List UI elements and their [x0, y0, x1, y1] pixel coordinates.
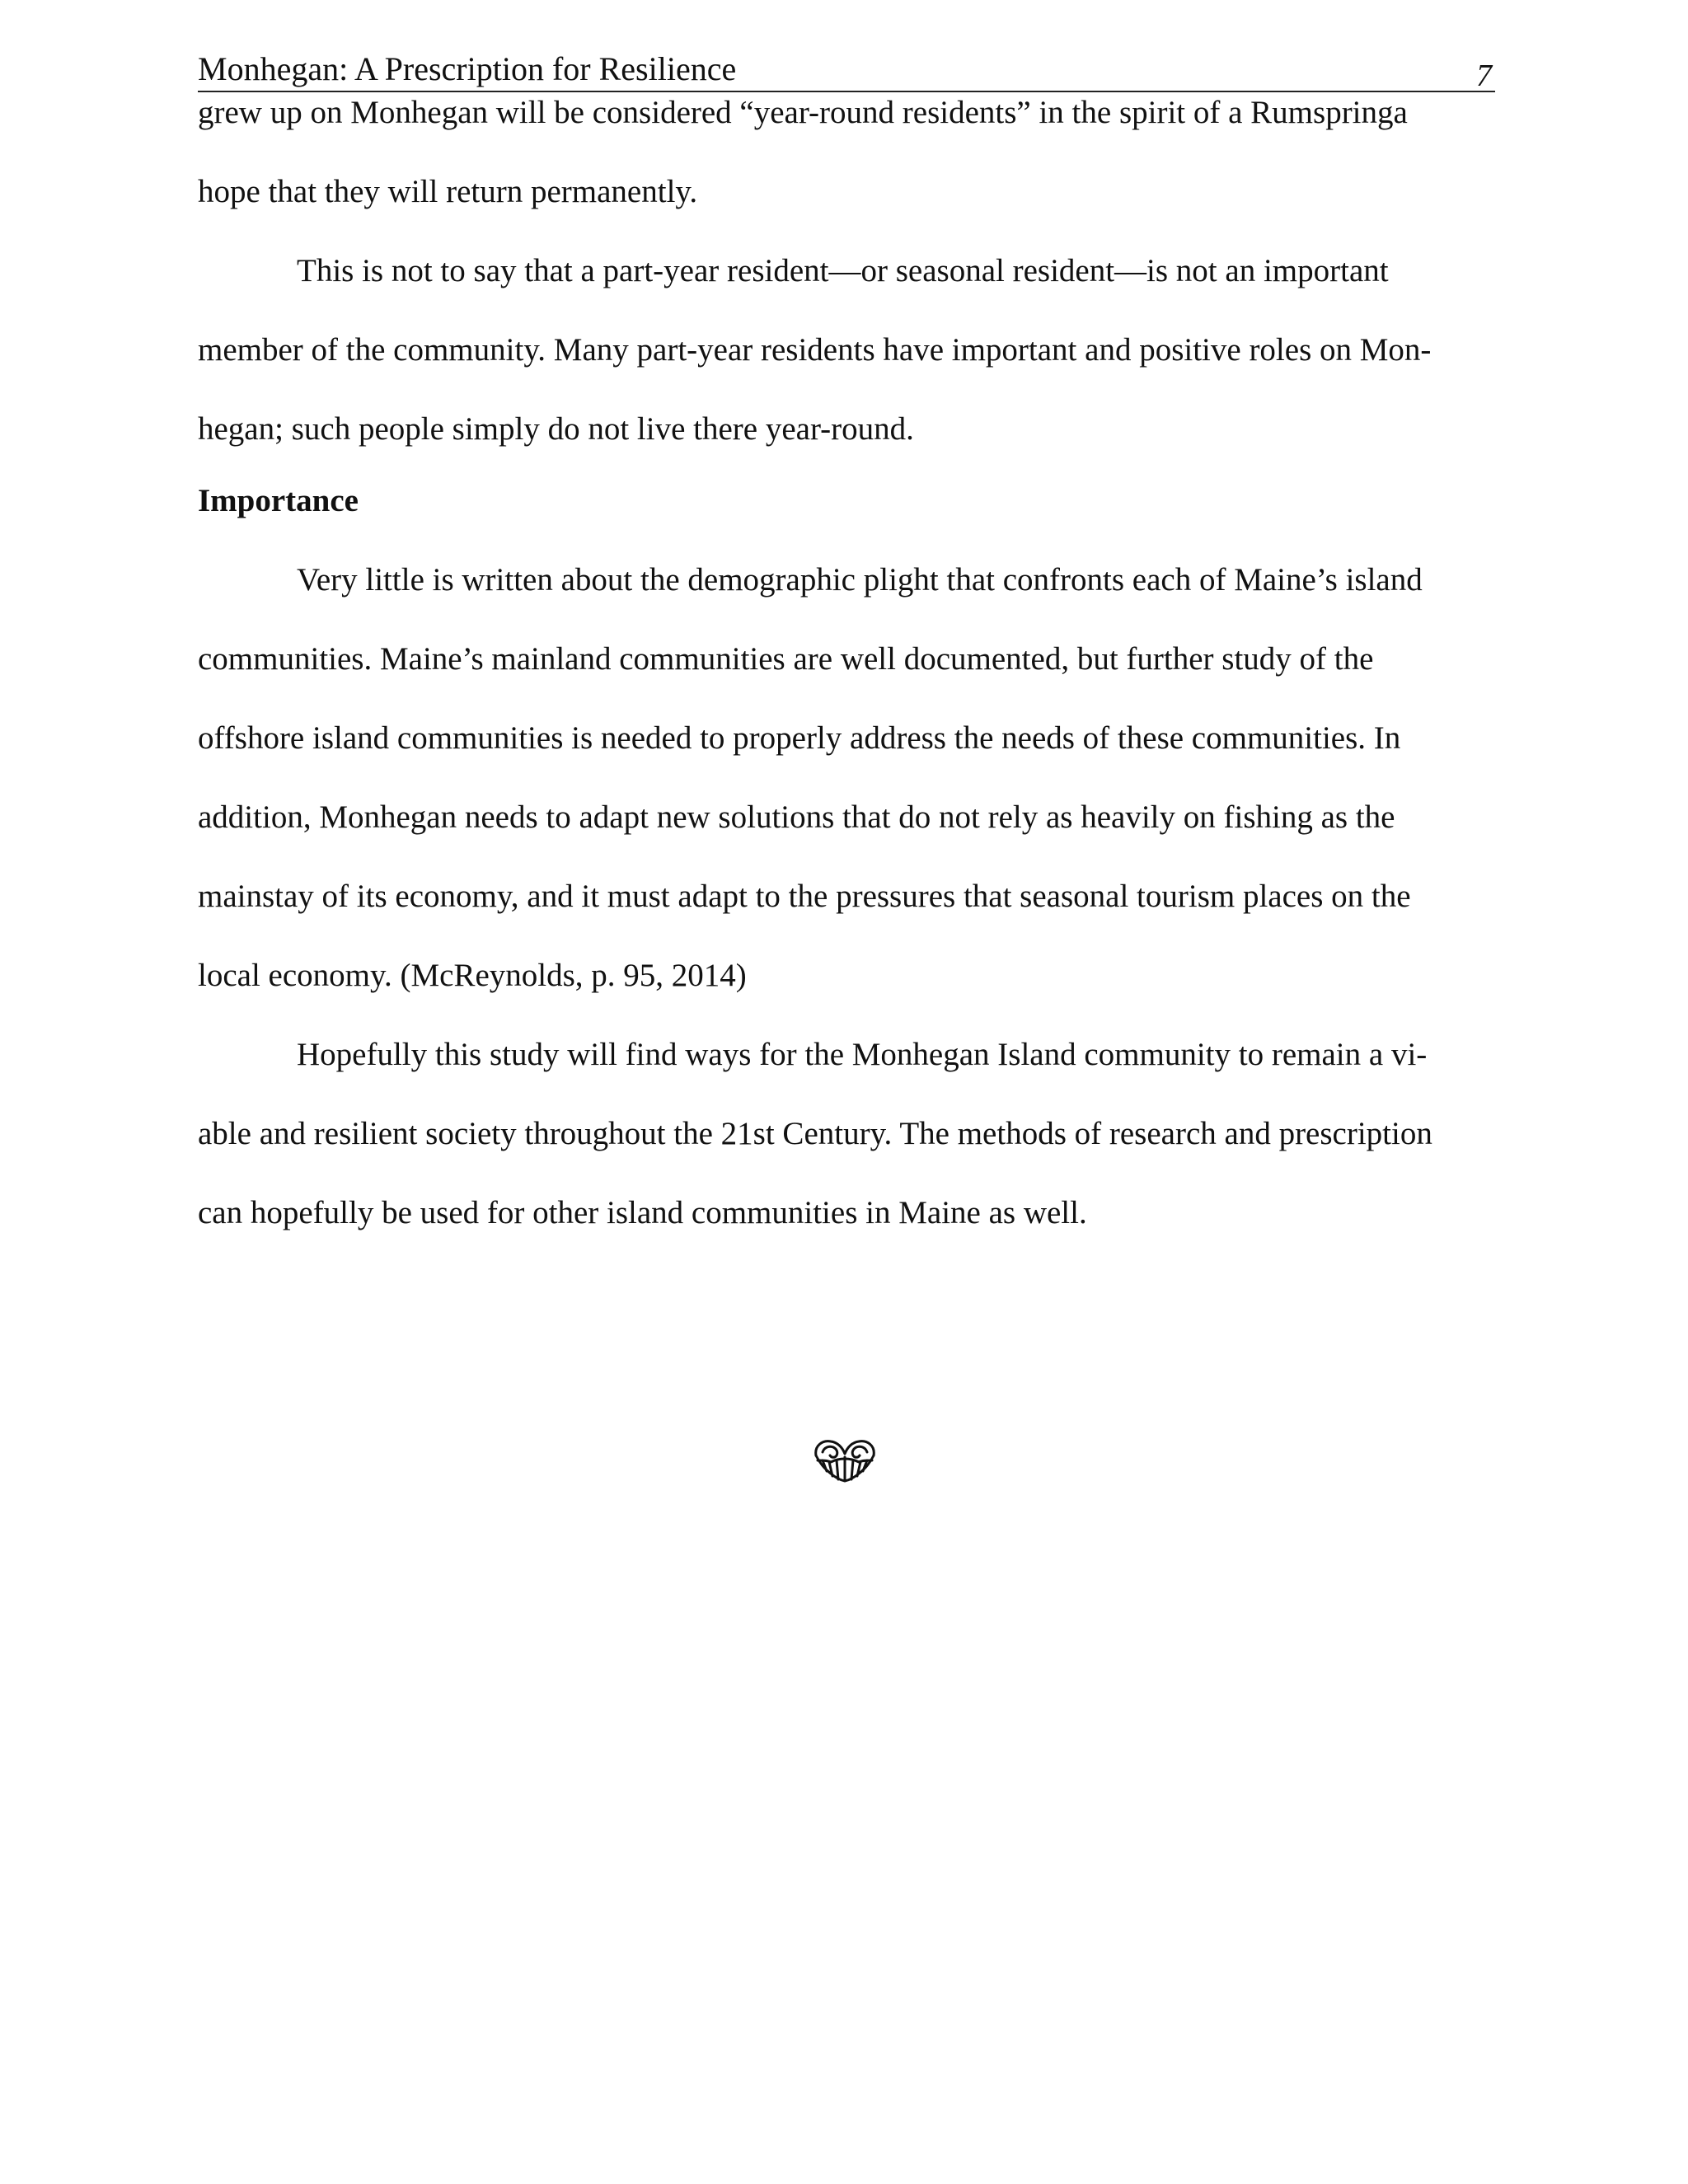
body-line: This is not to say that a part-year resident—or seasonal resident—is not an important	[297, 253, 1389, 288]
body-line: local economy. (McReynolds, p. 95, 2014)	[198, 958, 747, 993]
body-line: hope that they will return permanently.	[198, 174, 698, 209]
running-header-title: Monhegan: A Prescription for Resilience	[198, 50, 737, 87]
body-line: Hopefully this study will find ways for the Monhegan Island community to remain a vi-	[297, 1037, 1428, 1072]
shell-ornament-icon	[811, 1437, 879, 1483]
body-line: can hopefully be used for other island communities in Maine as well.	[198, 1195, 1087, 1230]
page-number: 7	[1476, 59, 1492, 93]
body-line: offshore island communities is needed to properly address the needs of these communities. In	[198, 720, 1401, 756]
body-line: hegan; such people simply do not live there year-round.	[198, 411, 914, 447]
body-line: able and resilient society throughout the 21st Century. The methods of research and prescription	[198, 1116, 1432, 1151]
body-line: grew up on Monhegan will be considered “year-round residents” in the spirit of a Rumspringa	[198, 95, 1408, 130]
body-line: addition, Monhegan needs to adapt new solutions that do not rely as heavily on fishing as the	[198, 799, 1395, 835]
body-line: member of the community. Many part-year residents have important and positive roles on Mon-	[198, 332, 1432, 368]
body-line: Very little is written about the demographic plight that confronts each of Maine’s island	[297, 562, 1423, 598]
body-line: mainstay of its economy, and it must adapt to the pressures that seasonal tourism places on the	[198, 879, 1411, 914]
running-header	[198, 48, 1495, 92]
section-heading: Importance	[198, 483, 359, 518]
body-line: communities. Maine’s mainland communities are well documented, but further study of the	[198, 641, 1374, 677]
